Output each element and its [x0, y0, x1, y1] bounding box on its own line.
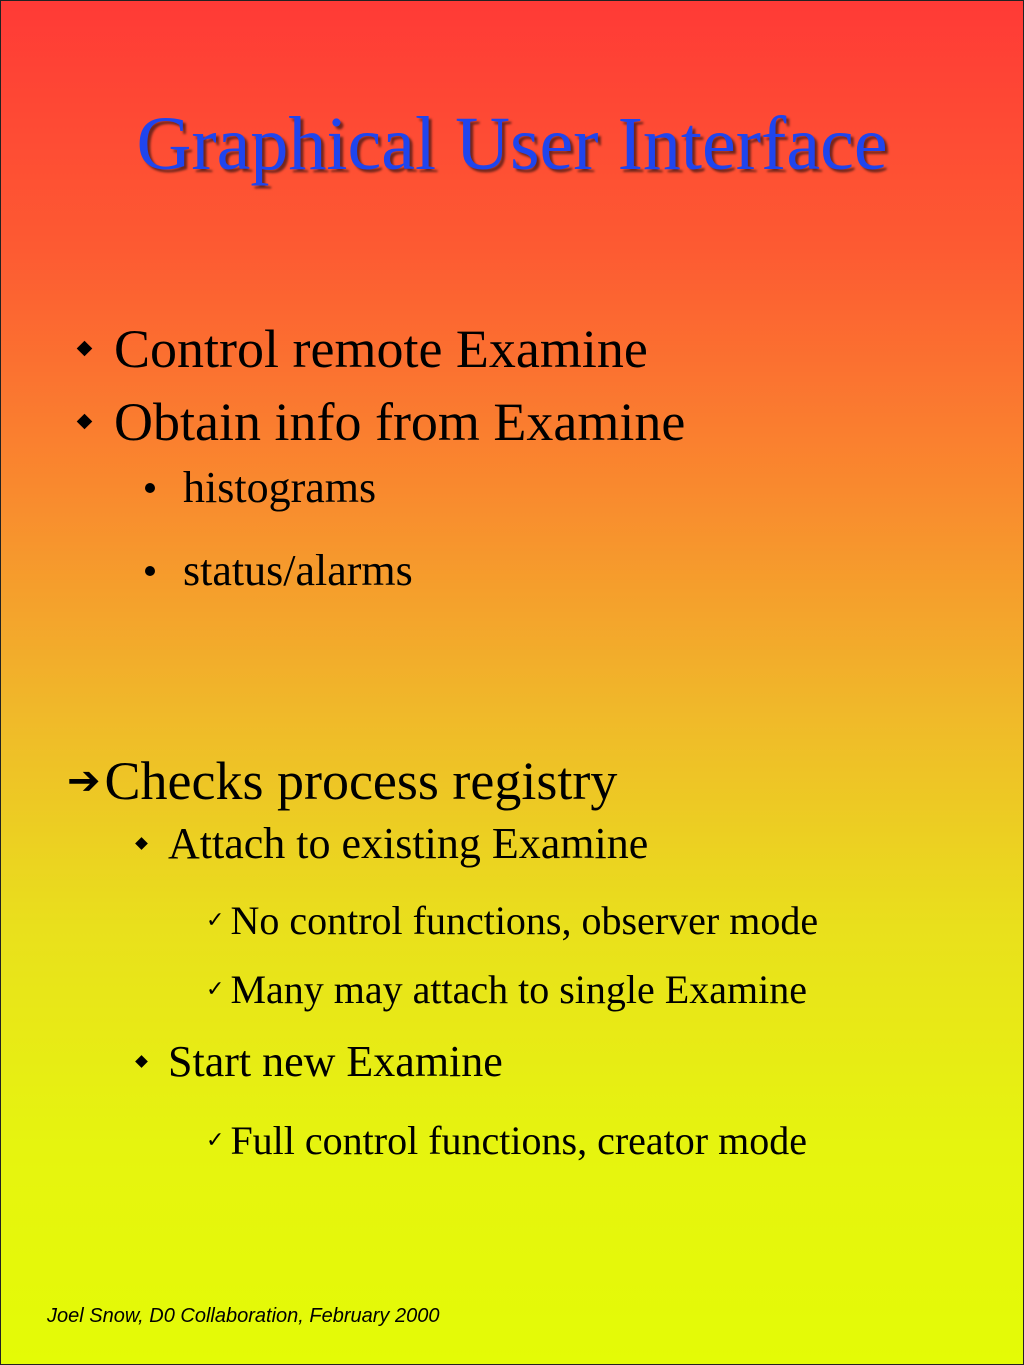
bullet-obtain-info	[79, 384, 685, 454]
bullet-text: Attach to existing Examine	[168, 818, 649, 868]
footer-credit: Joel Snow, D0 Collaboration, February 2000	[47, 1305, 440, 1327]
diamond-bullet-icon	[77, 341, 93, 357]
bullet-text: Obtain info from Examine	[114, 391, 686, 452]
arrow-icon: ➔	[67, 757, 101, 804]
bullet-text: Control remote Examine	[114, 318, 648, 379]
sub-bullet-start-new	[137, 1031, 503, 1089]
sub-bullet-histograms	[145, 457, 376, 515]
bullet-text: status/alarms	[183, 545, 413, 595]
check-icon: ✓	[206, 1127, 225, 1153]
diamond-bullet-icon	[135, 838, 148, 851]
round-bullet-icon	[145, 483, 155, 493]
bullet-text: Checks process registry	[104, 750, 618, 811]
bullet-text: No control functions, observer mode	[230, 897, 819, 943]
bullet-text: Full control functions, creator mode	[230, 1117, 807, 1163]
diamond-bullet-icon	[77, 414, 93, 430]
sub-bullet-attach	[137, 813, 648, 871]
bullet-text: Start new Examine	[168, 1036, 503, 1086]
bullet-text: Many may attach to single Examine	[230, 966, 807, 1012]
check-item-creator	[206, 1112, 807, 1166]
round-bullet-icon	[145, 566, 155, 576]
check-icon: ✓	[206, 907, 225, 933]
sub-bullet-status-alarms	[145, 540, 413, 598]
slide-title: Graphical User Interface	[136, 102, 888, 186]
check-item-observer	[206, 892, 818, 946]
check-item-many-attach	[206, 961, 807, 1015]
diamond-bullet-icon	[135, 1056, 148, 1069]
check-icon: ✓	[206, 976, 225, 1002]
bullet-text: histograms	[183, 462, 377, 512]
bullet-control-remote	[79, 311, 648, 381]
bullet-checks-registry	[67, 743, 617, 813]
